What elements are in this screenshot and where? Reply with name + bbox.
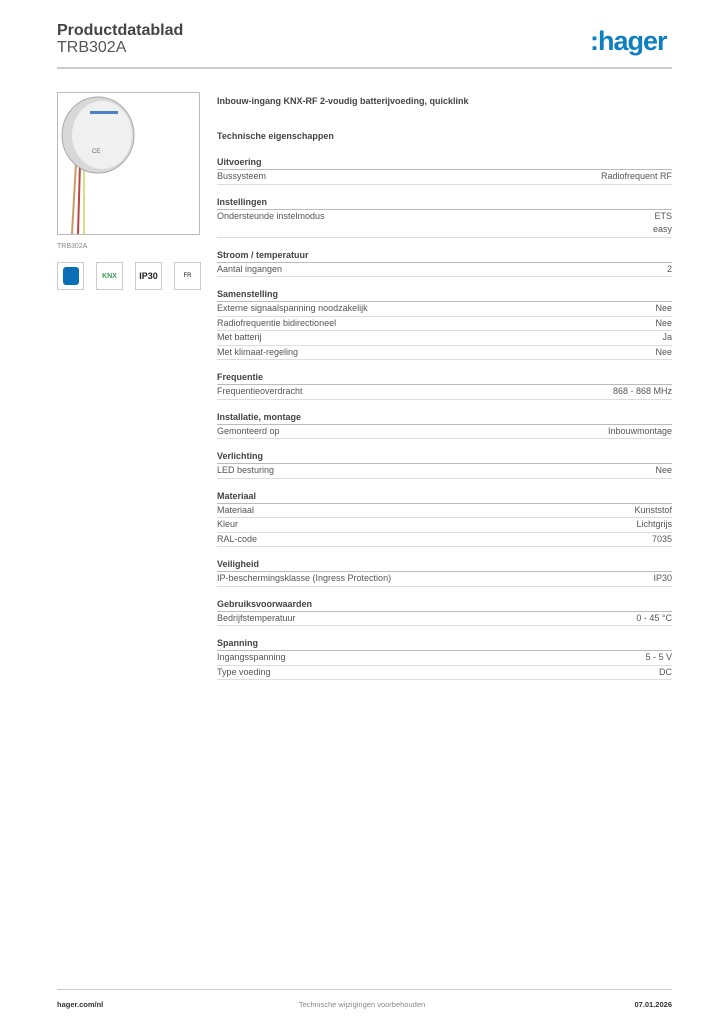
spec-value-line: Lichtgrijs bbox=[636, 519, 672, 529]
spec-value-line: Nee bbox=[655, 317, 672, 328]
spec-label: Radiofrequentie bidirectioneel bbox=[217, 317, 337, 328]
svg-text:CE: CE bbox=[92, 149, 101, 155]
footer-date: 07.01.2026 bbox=[634, 1000, 672, 1009]
spec-row bbox=[217, 302, 672, 317]
spec-value-line: 7035 bbox=[651, 533, 672, 544]
spec-label: RAL-code bbox=[217, 533, 258, 544]
spec-label: Met klimaat-regeling bbox=[217, 346, 299, 357]
header-divider bbox=[57, 67, 672, 69]
spec-value-line: 868 - 868 MHz bbox=[612, 386, 672, 396]
spec-section bbox=[217, 195, 672, 238]
spec-label: Materiaal bbox=[217, 504, 255, 515]
tech-properties-heading: Technische eigenschappen bbox=[217, 131, 334, 141]
certification-badges bbox=[57, 262, 201, 290]
spec-row bbox=[217, 464, 672, 479]
product-description: Inbouw-ingang KNX-RF 2-voudig batterijvoeding, quicklink bbox=[217, 96, 469, 106]
spec-label: Kleur bbox=[217, 519, 239, 529]
section-heading: Instellingen bbox=[217, 195, 672, 210]
spec-row bbox=[217, 612, 672, 627]
spec-panel bbox=[217, 96, 672, 680]
spec-row bbox=[217, 504, 672, 519]
spec-value-line: IP30 bbox=[653, 573, 672, 583]
product-image bbox=[57, 92, 200, 235]
spec-value bbox=[634, 504, 672, 518]
spec-label: Bussysteem bbox=[217, 171, 267, 181]
spec-label: Met batterij bbox=[217, 332, 262, 342]
spec-row bbox=[217, 170, 672, 185]
spec-value-line: 5 - 5 V bbox=[645, 652, 672, 662]
spec-value bbox=[655, 302, 672, 316]
spec-section bbox=[217, 410, 672, 440]
spec-value-line: Nee bbox=[655, 465, 672, 475]
spec-row bbox=[217, 425, 672, 440]
page-title: Productdatablad bbox=[57, 22, 184, 39]
fr-badge-icon: FR bbox=[174, 262, 201, 290]
spec-row bbox=[217, 331, 672, 346]
spec-value bbox=[636, 518, 672, 532]
spec-value bbox=[655, 346, 672, 360]
spec-value-line: ETS bbox=[654, 210, 672, 221]
spec-row bbox=[217, 666, 672, 681]
spec-value-line: Nee bbox=[655, 303, 672, 313]
spec-label: Gemonteerd op bbox=[217, 425, 280, 436]
spec-row bbox=[217, 210, 672, 238]
spec-section bbox=[217, 597, 672, 627]
spec-label: Ondersteunde instelmodus bbox=[217, 210, 325, 221]
spec-label: Type voeding bbox=[217, 666, 271, 677]
spec-row bbox=[217, 346, 672, 361]
section-heading: Stroom / temperatuur bbox=[217, 248, 672, 263]
spec-value-line: easy bbox=[652, 224, 672, 234]
spec-value bbox=[645, 651, 672, 665]
spec-section bbox=[217, 636, 672, 680]
spec-row bbox=[217, 651, 672, 666]
spec-value-line: Ja bbox=[662, 332, 672, 342]
spec-value-line: Kunststof bbox=[634, 504, 672, 515]
section-heading: Uitvoering bbox=[217, 155, 672, 170]
spec-value bbox=[659, 666, 672, 680]
spec-label: Bedrijfstemperatuur bbox=[217, 612, 296, 623]
spec-label: IP-beschermingsklasse (Ingress Protection) bbox=[217, 573, 392, 583]
footer-divider bbox=[57, 989, 672, 990]
footer-website[interactable]: hager.com/nl bbox=[57, 1000, 104, 1009]
spec-value bbox=[608, 425, 672, 439]
spec-section bbox=[217, 489, 672, 548]
image-caption: TRB302A bbox=[57, 243, 88, 250]
spec-value bbox=[655, 317, 672, 331]
spec-label: Externe signaalspanning noodzakelijk bbox=[217, 303, 368, 313]
spec-row bbox=[217, 518, 672, 533]
spec-section bbox=[217, 155, 672, 185]
spec-section bbox=[217, 287, 672, 360]
spec-row bbox=[217, 317, 672, 332]
spec-section bbox=[217, 449, 672, 479]
spec-value-line: Inbouwmontage bbox=[607, 425, 672, 436]
spec-value bbox=[652, 533, 672, 547]
section-heading: Gebruiksvoorwaarden bbox=[217, 597, 672, 612]
spec-value-line: Nee bbox=[655, 346, 672, 357]
spec-value-line: 2 bbox=[666, 263, 672, 274]
spec-row bbox=[217, 572, 672, 587]
section-heading: Samenstelling bbox=[217, 287, 672, 302]
section-heading: Verlichting bbox=[217, 449, 672, 464]
spec-label: Ingangsspanning bbox=[217, 652, 286, 662]
spec-label: Frequentieoverdracht bbox=[217, 386, 303, 396]
quicklink-badge-icon bbox=[57, 262, 84, 290]
section-heading: Materiaal bbox=[217, 489, 672, 504]
spec-value-line: DC bbox=[659, 666, 672, 677]
footer-notice: Technische wijzigingen voorbehouden bbox=[298, 1000, 426, 1009]
ip30-badge: IP30 bbox=[135, 262, 162, 290]
spec-value bbox=[667, 263, 672, 277]
knx-badge-icon: KNX bbox=[96, 262, 123, 290]
spec-section bbox=[217, 370, 672, 400]
spec-label: Aantal ingangen bbox=[217, 263, 283, 274]
spec-row bbox=[217, 533, 672, 548]
spec-value bbox=[655, 464, 672, 478]
spec-section bbox=[217, 557, 672, 587]
spec-value-line: Radiofrequent RF bbox=[600, 171, 672, 181]
spec-value-line: 0 - 45 °C bbox=[636, 612, 672, 623]
spec-value bbox=[613, 385, 672, 399]
product-code: TRB302A bbox=[57, 39, 127, 56]
section-heading: Spanning bbox=[217, 636, 672, 651]
hager-logo: :hager bbox=[590, 26, 667, 56]
spec-section bbox=[217, 248, 672, 278]
spec-value bbox=[653, 572, 672, 586]
section-heading: Frequentie bbox=[217, 370, 672, 385]
spec-row bbox=[217, 263, 672, 278]
spec-value bbox=[601, 170, 672, 184]
spec-value bbox=[662, 331, 672, 345]
spec-value bbox=[653, 210, 672, 237]
spec-label: LED besturing bbox=[217, 465, 275, 475]
section-heading: Veiligheid bbox=[217, 557, 672, 572]
section-heading: Installatie, montage bbox=[217, 410, 672, 425]
spec-value bbox=[636, 612, 672, 626]
spec-row bbox=[217, 385, 672, 400]
